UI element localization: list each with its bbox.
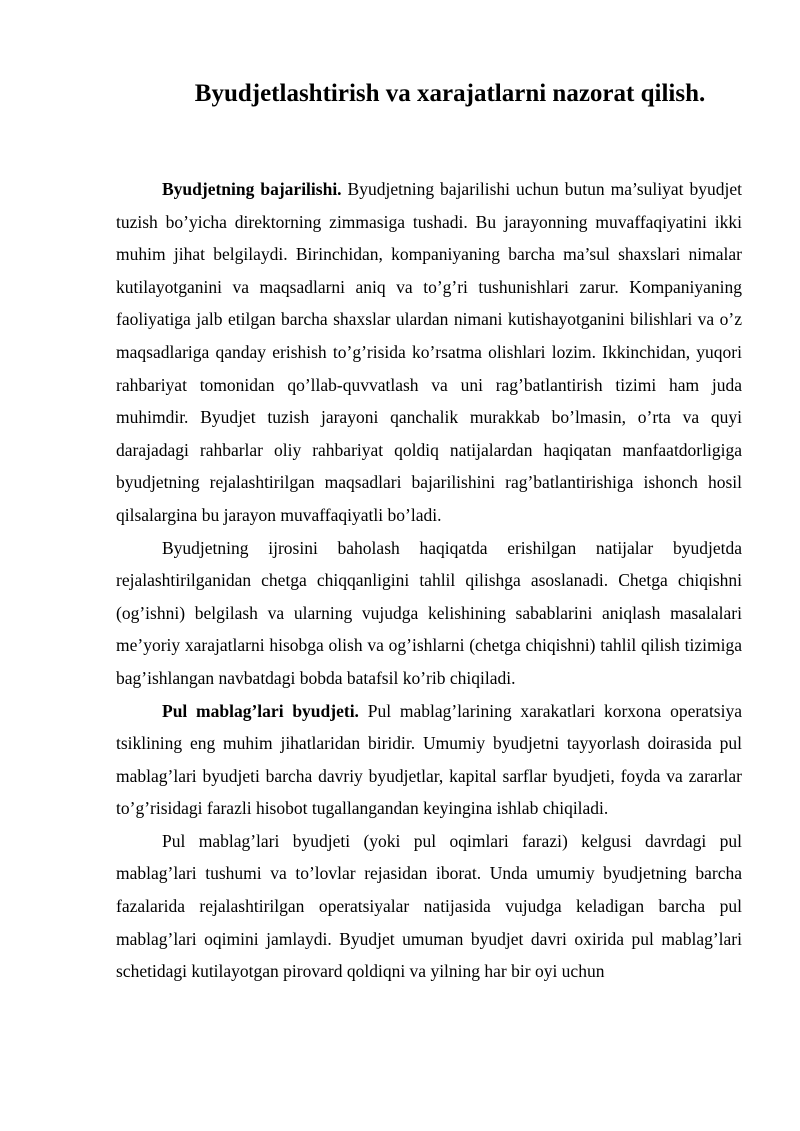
paragraph-lead: Pul mablag’lari byudjeti. [162,700,359,721]
paragraph-text: Byudjetning bajarilishi uchun butun ma’suliyat byudjet tuzish bo’yicha direktorning zimmasiga tushadi. Bu jarayonning muvaffaqiyatini ikki muhim jihat belgilaydi. Birinchidan, kompaniyaning barcha ma’sul shaxslari nimalar kutilayotganini va maqsadlarni aniq va to’g’ri tushunishlari zarur. Kompaniyaning faoliyatiga jalb etilgan barcha shaxslar ulardan nimani kutishayotganini bilishlari va o’z maqsadlariga qanday erishish to’g’risida ko’rsatma olishlari lozim. Ikkinchidan, yuqori rahbariyat tomonidan qo’llab-quvvatlash va uni rag’batlantirish tizimi ham juda muhimdir. Byudjet tuzish jarayoni qanchalik murakkab bo’lmasin, o’rta va quyi darajadagi rahbarlar oliy rahbariyat qoldiq natijalardan haqiqatan manfaatdorligiga byudjetning rejalashtirilgan maqsadlari bajarilishini rag’batlantirishiga ishonch hosil qilsalargina bu jarayon muvaffaqiyatli bo’ladi. [116,179,742,525]
paragraph-budget-evaluation [116,532,742,695]
paragraph-budget-execution [116,173,742,532]
paragraph-cash-flow-forecast [116,825,742,988]
paragraph-lead: Byudjetning bajarilishi. [162,179,342,199]
page-title: Byudjetlashtirish va xarajatlarni nazorat qilish. [194,80,706,107]
paragraph-text: Byudjetning ijrosini baholash haqiqatda erishilgan natijalar byudjetda rejalashtirilganidan chetga chiqqanligini tahlil qilishga asoslanadi. Chetga chiqishni (og’ishni) belgilash va ularning vujudga kelishining sabablarini aniqlash masalalari me’yoriy xarajatlarni hisobga olish va og’ishlarni (chetga chiqishni) tahlil qilish tizimiga bag’ishlangan navbatdagi bobda batafsil ko’rib chiqiladi. [116,537,742,688]
document-body [116,173,742,988]
paragraph-cash-budget [116,695,742,825]
paragraph-text: Pul mablag’larining xarakatlari korxona operatsiya tsiklining eng muhim jihatlaridan biridir. Umumiy byudjetni tayyorlash doirasida pul mablag’lari byudjeti barcha davriy byudjetlar, kapital sarflar byudjeti, foyda va zararlar to’g’risidagi farazli hisobot tugallangandan keyingina ishlab chiqiladi. [116,700,742,819]
paragraph-text: Pul mablag’lari byudjeti (yoki pul oqimlari farazi) kelgusi davrdagi pul mablag’lari tushumi va to’lovlar rejasidan iborat. Unda umumiy byudjetning barcha fazalarida rejalashtirilgan operatsiyalar natijasida vujudga keladigan barcha pul mablag’lari oqimini jamlaydi. Byudjet umuman byudjet davri oxirida pul mablag’lari schetidagi kutilayotgan pirovard qoldiqni va yilning har bir oyi uchun [116,830,742,982]
